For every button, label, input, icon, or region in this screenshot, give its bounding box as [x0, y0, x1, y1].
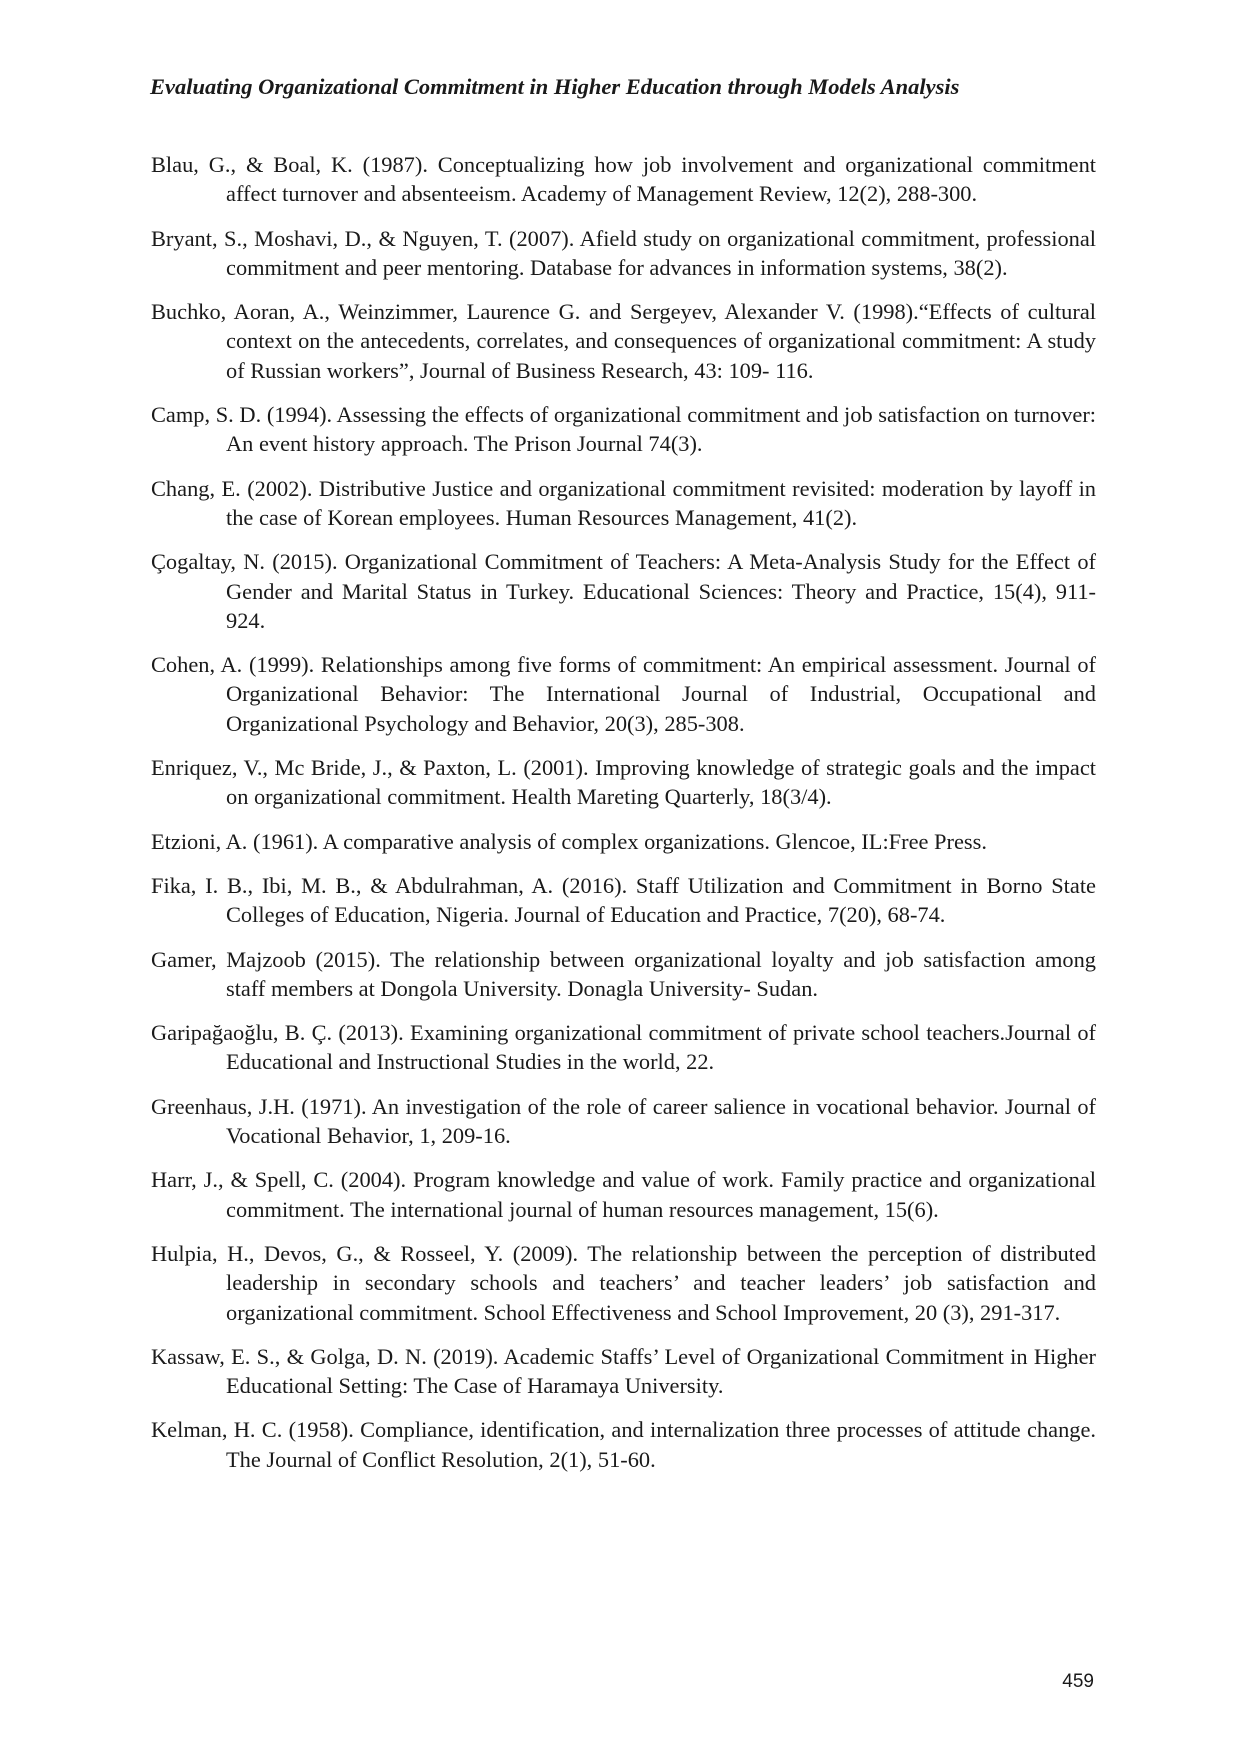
reference-entry: Kelman, H. C. (1958). Compliance, identification, and internalization three processes of attitude change. The Journal of Conflict Resolution, 2(1), 51-60.	[151, 1417, 1096, 1472]
running-header-title: Evaluating Organizational Commitment in Higher Education through Models Analysis	[150, 74, 960, 99]
reference-entry: Cohen, A. (1999). Relationships among five forms of commitment: An empirical assessment. Journal of Organizational Behavior: The International Journal of Industrial, Occupational and Organizational Psychology and Behavior, 20(3), 285-308.	[151, 652, 1096, 736]
reference-entry: Çogaltay, N. (2015). Organizational Commitment of Teachers: A Meta-Analysis Study for the Effect of Gender and Marital Status in Turkey. Educational Sciences: Theory and Practice, 15(4), 911-924.	[151, 549, 1096, 633]
reference-entry: Kassaw, E. S., & Golga, D. N. (2019). Academic Staffs’ Level of Organizational Commitment in Higher Educational Setting: The Case of Haramaya University.	[151, 1343, 1096, 1399]
reference-entry: Chang, E. (2002). Distributive Justice and organizational commitment revisited: moderation by layoff in the case of Korean employees. Human Resources Management, 41(2).	[151, 475, 1096, 530]
reference-entry: Greenhaus, J.H. (1971). An investigation of the role of career salience in vocational behavior. Journal of Vocational Behavior, 1, 209-16.	[151, 1093, 1096, 1149]
reference-entry: Garipağaoğlu, B. Ç. (2013). Examining organizational commitment of private school teachers.Journal of Educational and Instructional Studies in the world, 22.	[151, 1020, 1096, 1075]
reference-entry: Harr, J., & Spell, C. (2004). Program knowledge and value of work. Family practice and organizational commitment. The international journal of human resources management, 15(6).	[151, 1167, 1096, 1222]
reference-entry: Gamer, Majzoob (2015). The relationship between organizational loyalty and job satisfaction among staff members at Dongola University. Donagla University- Sudan.	[151, 946, 1096, 1001]
page-number: 459	[1062, 1671, 1094, 1692]
reference-entry: Bryant, S., Moshavi, D., & Nguyen, T. (2007). Afield study on organizational commitment, professional commitment and peer mentoring. Database for advances in information systems, 38(2).	[151, 225, 1096, 280]
reference-entry: Hulpia, H., Devos, G., & Rosseel, Y. (2009). The relationship between the perception of distributed leadership in secondary schools and teachers’ and teacher leaders’ job satisfaction and organizational commitment. School Effectiveness and School Improvement, 20 (3), 291-317.	[151, 1240, 1096, 1325]
reference-entry: Blau, G., & Boal, K. (1987). Conceptualizing how job involvement and organizational commitment affect turnover and absenteeism. Academy of Management Review, 12(2), 288-300.	[151, 152, 1096, 207]
reference-entry: Enriquez, V., Mc Bride, J., & Paxton, L. (2001). Improving knowledge of strategic goals and the impact on organizational commitment. Health Mareting Quarterly, 18(3/4).	[151, 755, 1096, 810]
reference-entry: Fika, I. B., Ibi, M. B., & Abdulrahman, A. (2016). Staff Utilization and Commitment in Borno State Colleges of Education, Nigeria. Journal of Education and Practice, 7(20), 68-74.	[151, 872, 1096, 928]
reference-list	[151, 150, 1096, 1489]
reference-entry: Etzioni, A. (1961). A comparative analysis of complex organizations. Glencoe, IL:Free Press.	[151, 828, 987, 854]
reference-entry: Buchko, Aoran, A., Weinzimmer, Laurence G. and Sergeyev, Alexander V. (1998).“Effects of cultural context on the antecedents, correlates, and consequences of organizational commitment: A study of Russian workers”, Journal of Business Research, 43: 109- 116.	[151, 299, 1096, 383]
reference-entry: Camp, S. D. (1994). Assessing the effects of organizational commitment and job satisfaction on turnover: An event history approach. The Prison Journal 74(3).	[151, 402, 1096, 457]
